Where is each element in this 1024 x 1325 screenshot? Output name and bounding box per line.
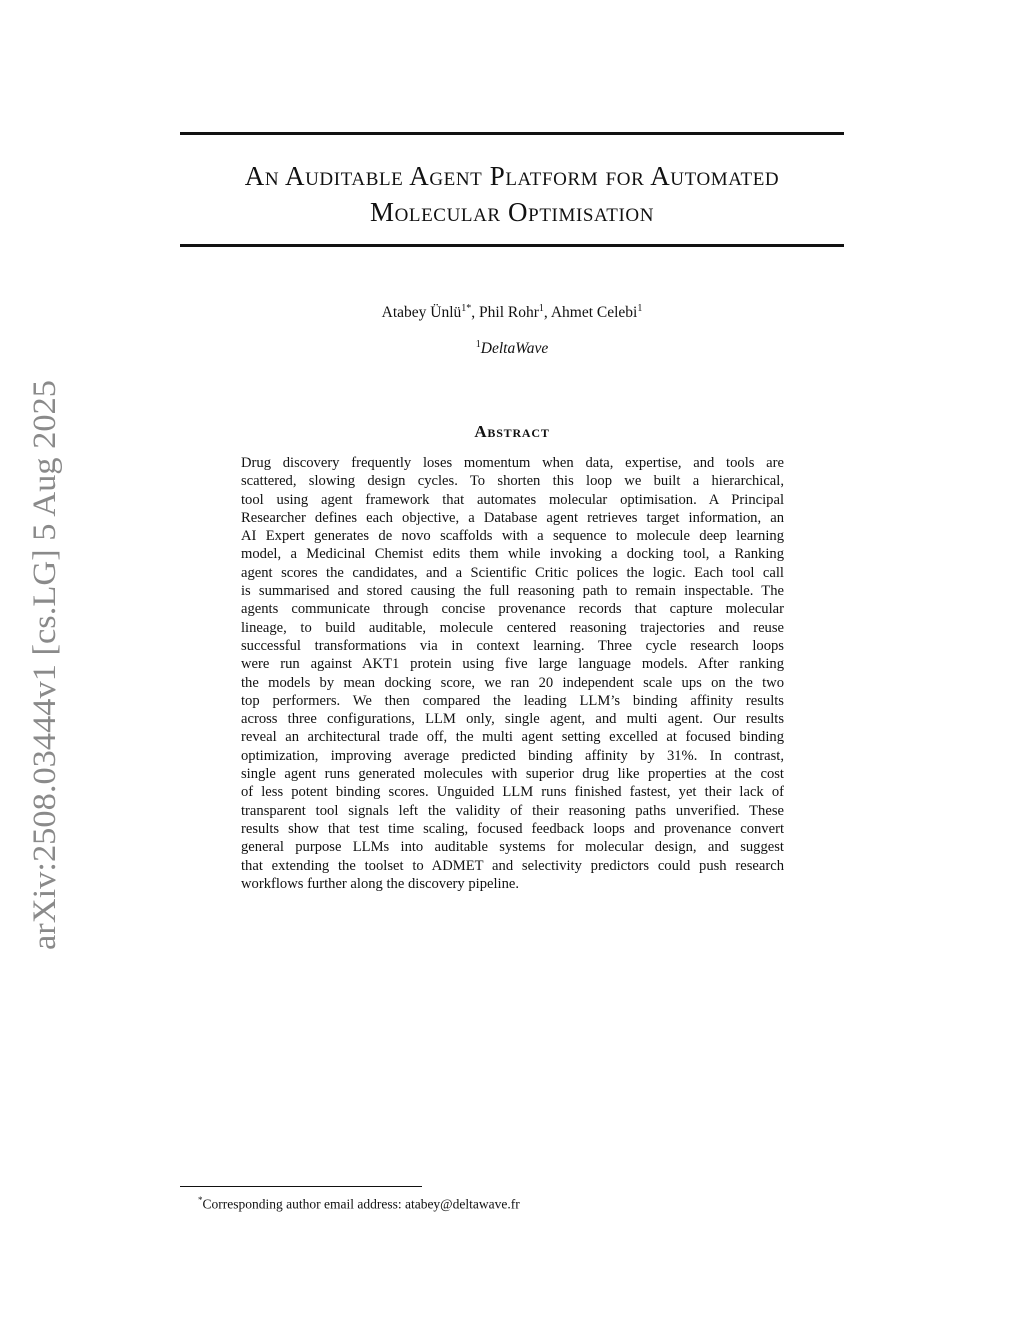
affiliation-mark: 1	[475, 339, 481, 350]
abstract-line: scattered, slowing design cycles. To shorten this loop we built a hierarchical,	[241, 473, 784, 490]
author-mark: 1*	[461, 303, 472, 314]
abstract-line: is summarised and stored causing the full reasoning path to remain inspectable. The	[241, 583, 784, 600]
author-name: Ahmet Celebi	[550, 304, 638, 322]
abstract-line: of less potent binding scores. Unguided LLM runs finished fastest, yet their lack of	[241, 784, 784, 801]
author-name: Atabey Ünlü	[381, 304, 462, 322]
abstract-line: model, a Medicinal Chemist edits them while invoking a docking tool, a Ranking	[241, 546, 784, 563]
abstract-heading: Abstract	[474, 422, 550, 441]
affiliation-name: DeltaWave	[480, 340, 549, 358]
abstract-line: lineage, to build auditable, molecule centered reasoning trajectories and reuse	[241, 619, 784, 636]
arxiv-side-stamp	[22, 378, 68, 952]
abstract-line: AI Expert generates de novo scaffolds with a sequence to molecule deep learning	[241, 528, 784, 545]
title-line-1: An Auditable Agent Platform for Automated	[244, 161, 780, 191]
abstract-line: results show that test time scaling, focused feedback loops and provenance convert	[241, 820, 784, 837]
footnote-rule	[180, 1186, 422, 1187]
abstract-line: that extending the toolset to ADMET and selectivity predictors could push research	[241, 857, 784, 874]
abstract-line: tool using agent framework that automates molecular optimisation. A Principal	[241, 491, 784, 508]
arxiv-identifier: arXiv:2508.03444v1 [cs.LG] 5 Aug 2025	[27, 403, 63, 950]
title-line-2: Molecular Optimisation	[369, 197, 655, 227]
footnote-text: Corresponding author email address: atabey@deltawave.fr	[202, 1196, 520, 1212]
abstract-line: the models by mean docking score, we ran 20 independent scale ups on the two	[241, 674, 784, 691]
paper-title	[180, 158, 844, 230]
abstract-line: were run against AKT1 protein using five large language models. After ranking	[241, 656, 784, 673]
abstract-line: agents communicate through concise provenance records that capture molecular	[241, 601, 784, 618]
title-bottom-rule	[180, 244, 844, 247]
abstract-line: agent scores the candidates, and a Scientific Critic polices the logic. Each tool call	[241, 564, 784, 581]
abstract-line: optimization, improving average predicted binding affinity by 31%. In contrast,	[241, 747, 784, 764]
abstract-body	[241, 454, 784, 893]
footnote-mark: *	[198, 1195, 203, 1205]
affiliation	[180, 334, 844, 360]
abstract-line: transparent tool signals left the validity of their reasoning paths unverified. These	[241, 802, 784, 819]
abstract-line: Drug discovery frequently loses momentum when data, expertise, and tools are	[241, 455, 784, 471]
abstract-line: general purpose LLMs into auditable systems for molecular design, and suggest	[241, 839, 784, 856]
abstract-line: Researcher defines each objective, a Database agent retrieves target information, an	[241, 509, 784, 526]
author-list: Atabey Ünlü$^{1*}$, Phil Rohr$^1$, Ahmet Celebi$^1$	[381, 303, 643, 322]
author-mark: 1	[538, 303, 544, 314]
abstract-line: workflows further along the discovery pipeline.	[241, 875, 520, 892]
abstract-line: successful transformations via in context learning. Three cycle research loops	[241, 637, 784, 654]
author-name: Phil Rohr	[479, 304, 539, 322]
abstract-line: reveal an architectural trade off, the multi agent setting excelled at focused binding	[241, 729, 784, 746]
abstract-line: single agent runs generated molecules with superior drug like properties at the cost	[241, 766, 784, 783]
title-top-rule	[180, 132, 844, 135]
author-mark: 1	[637, 303, 643, 314]
abstract-line: across three configurations, LLM only, single agent, and multi agent. Our results	[241, 711, 784, 728]
footnote	[198, 1191, 520, 1214]
abstract-line: top performers. We then compared the leading LLM’s binding affinity results	[241, 692, 784, 709]
